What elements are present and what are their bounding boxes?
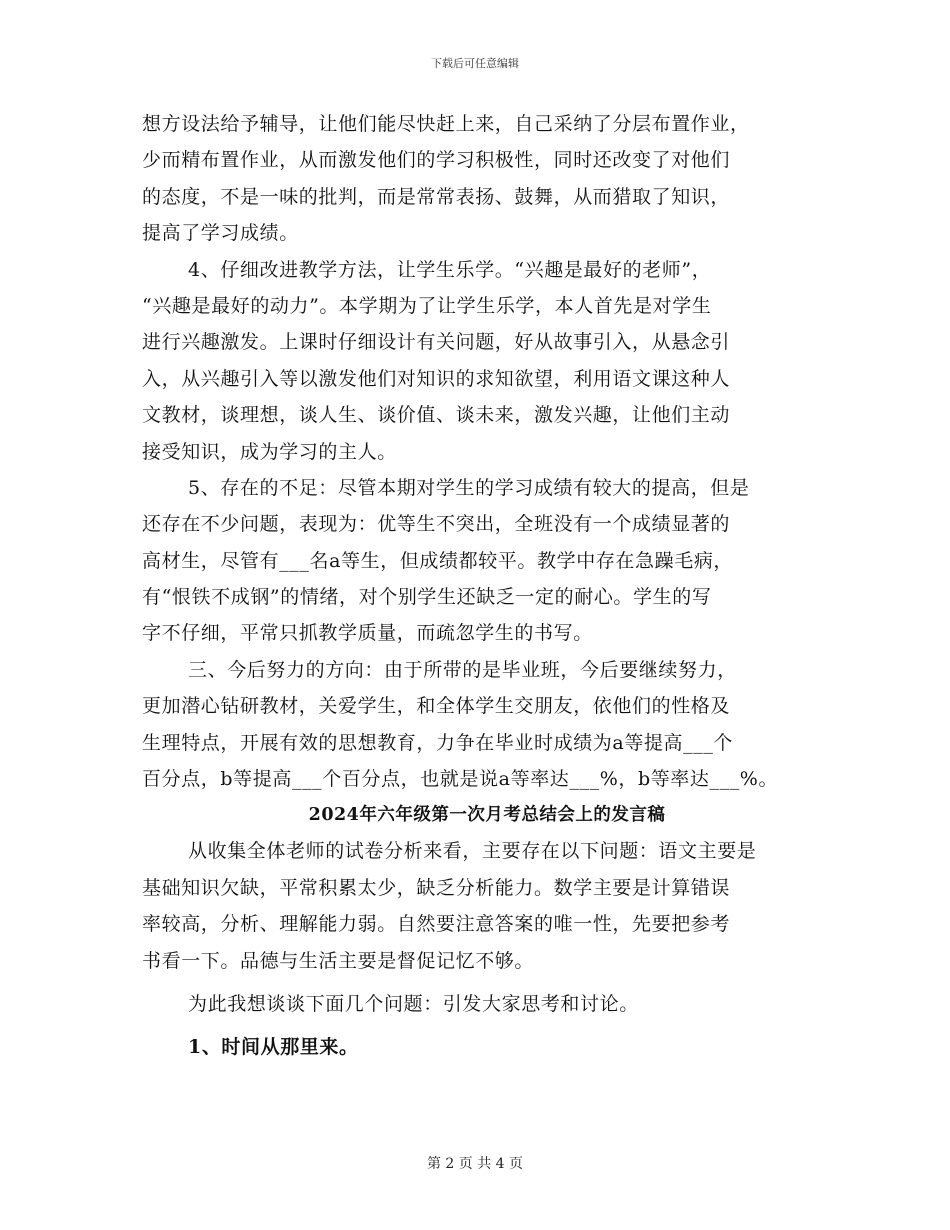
text-line: 入，从兴趣引入等以激发他们对知识的求知欲望，利用语文课这种人 <box>142 367 731 390</box>
page-number: 第 2 页 共 4 页 <box>426 1156 524 1172</box>
text-line: 高材生，尽管有___名a等生，但成绩都较平。教学中存在急躁毛病， <box>142 549 734 572</box>
paragraph-4 <box>142 652 832 798</box>
text-line: 三、今后努力的方向：由于所带的是毕业班，今后要继续努力， <box>188 658 737 681</box>
text-line: 更加潜心钻研教材，关爱学生，和全体学生交朋友，依他们的性格及 <box>142 695 731 718</box>
text-line: 进行兴趣激发。上课时仔细设计有关问题，好从故事引入，从悬念引 <box>142 331 731 354</box>
text-line: 生理特点，开展有效的思想教育，力争在毕业时成绩为a等提高___个 <box>142 731 734 754</box>
text-line: 率较高，分析、理解能力弱。自然要注意答案的唯一性，先要把参考 <box>142 913 731 936</box>
text-line: “兴趣是最好的动力”。本学期为了让学生乐学，本人首先是对学生 <box>142 294 712 317</box>
header-note: 下载后可任意编辑 <box>431 57 519 70</box>
paragraph-2 <box>142 252 832 470</box>
text-line: 4、仔细改进教学方法，让学生乐学。“兴趣是最好的老师”， <box>188 258 712 281</box>
paragraph-1 <box>142 106 832 252</box>
text-line: 少而精布置作业，从而激发他们的学习积极性，同时还改变了对他们 <box>142 149 731 172</box>
paragraph-6: 为此我想谈谈下面几个问题：引发大家思考和讨论。 <box>188 992 639 1015</box>
paragraph-5 <box>142 833 832 979</box>
text-line: 想方设法给予辅导，让他们能尽快赶上来，自己采纳了分层布置作业， <box>142 113 750 135</box>
section-title: 2024年六年级第一次月考总结会上的发言稿 <box>308 805 666 826</box>
text-line: 文教材，谈理想，谈人生、谈价值、谈未来，激发兴趣，让他们主动 <box>142 404 731 427</box>
text-line: 基础知识欠缺，平常积累太少，缺乏分析能力。数学主要是计算错误 <box>142 876 731 899</box>
text-line: 字不仔细，平常只抓教学质量，而疏忽学生的书写。 <box>142 622 593 645</box>
text-line: 提高了学习成绩。 <box>142 222 299 245</box>
paragraph-3 <box>142 470 832 652</box>
subheading: 1、时间从那里来。 <box>188 1036 359 1059</box>
text-line: 从收集全体老师的试卷分析来看，主要存在以下问题：语文主要是 <box>188 840 757 863</box>
text-line: 百分点，b等提高___个百分点，也就是说a等率达___%，b等率达___%。 <box>142 768 779 791</box>
document-body <box>142 106 832 1066</box>
text-line: 书看一下。品德与生活主要是督促记忆不够。 <box>142 949 535 972</box>
text-line: 有“恨铁不成钢”的情绪，对个别学生还缺乏一定的耐心。学生的写 <box>142 586 712 609</box>
text-line: 的态度，不是一味的批判，而是常常表扬、鼓舞，从而猎取了知识， <box>142 185 731 208</box>
text-line: 还存在不少问题，表现为：优等生不突出，全班没有一个成绩显著的 <box>142 513 731 536</box>
text-line: 5、存在的不足：尽管本期对学生的学习成绩有较大的提高，但是 <box>188 476 750 499</box>
text-line: 接受知识，成为学习的主人。 <box>142 440 397 463</box>
